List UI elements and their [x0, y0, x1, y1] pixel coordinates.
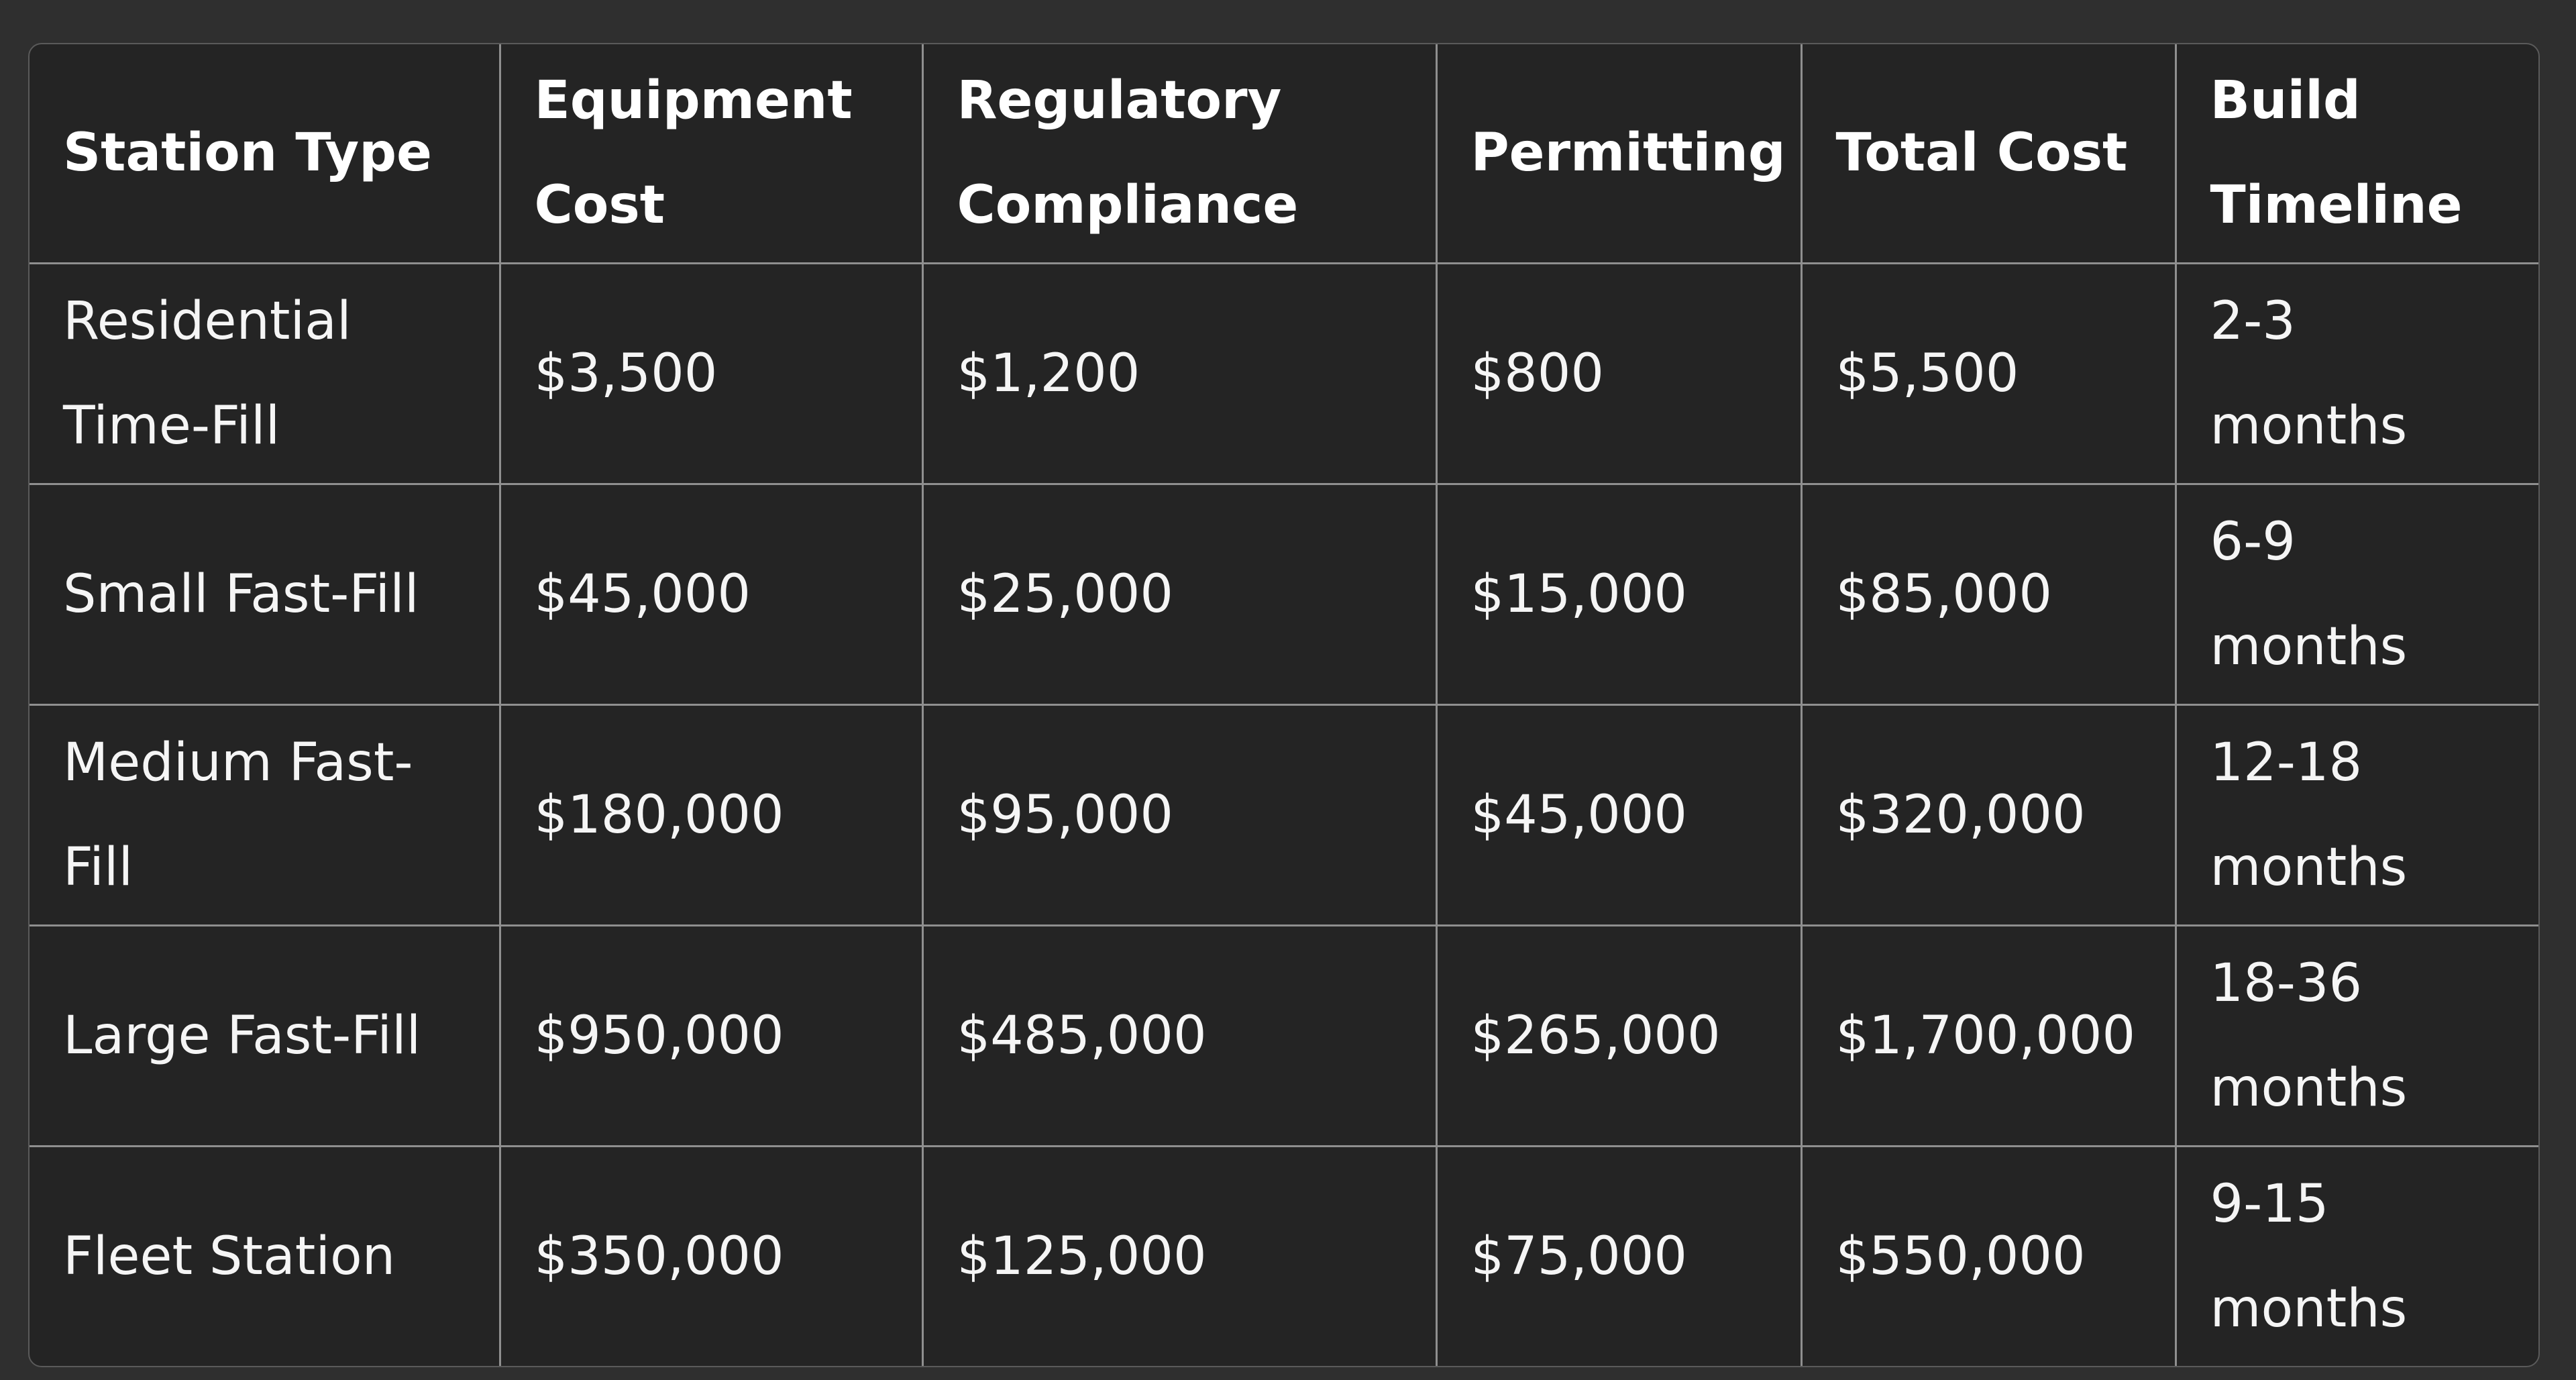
cell-total-cost: $5,500	[1801, 263, 2176, 484]
cell-station-type: Fleet Station	[30, 1146, 500, 1367]
cell-build-timeline: 18-36 months	[2176, 925, 2540, 1146]
cell-regulatory-compliance: $485,000	[922, 925, 1436, 1146]
cell-total-cost: $1,700,000	[1801, 925, 2176, 1146]
cell-permitting: $15,000	[1436, 484, 1801, 704]
cell-regulatory-compliance: $125,000	[922, 1146, 1436, 1367]
cell-build-timeline: 6-9 months	[2176, 484, 2540, 704]
cell-regulatory-compliance: $95,000	[922, 704, 1436, 925]
cell-station-type: Residential Time-Fill	[30, 263, 500, 484]
header-total-cost: Total Cost	[1801, 44, 2176, 263]
table-header-row	[30, 44, 2540, 263]
table-row	[30, 704, 2540, 925]
cell-equipment-cost: $3,500	[500, 263, 922, 484]
table-row	[30, 263, 2540, 484]
cell-permitting: $75,000	[1436, 1146, 1801, 1367]
cell-permitting: $800	[1436, 263, 1801, 484]
cell-total-cost: $320,000	[1801, 704, 2176, 925]
cell-build-timeline: 2-3 months	[2176, 263, 2540, 484]
cell-regulatory-compliance: $1,200	[922, 263, 1436, 484]
header-build-timeline: Build Timeline	[2176, 44, 2540, 263]
header-station-type: Station Type	[30, 44, 500, 263]
cell-permitting: $45,000	[1436, 704, 1801, 925]
table-row	[30, 1146, 2540, 1367]
cell-total-cost: $550,000	[1801, 1146, 2176, 1367]
cell-station-type: Large Fast-Fill	[30, 925, 500, 1146]
cost-table-container	[28, 43, 2540, 1367]
cell-regulatory-compliance: $25,000	[922, 484, 1436, 704]
cell-build-timeline: 9-15 months	[2176, 1146, 2540, 1367]
cell-station-type: Medium Fast-Fill	[30, 704, 500, 925]
cell-equipment-cost: $950,000	[500, 925, 922, 1146]
cell-build-timeline: 12-18 months	[2176, 704, 2540, 925]
cell-equipment-cost: $45,000	[500, 484, 922, 704]
cell-permitting: $265,000	[1436, 925, 1801, 1146]
header-permitting: Permitting	[1436, 44, 1801, 263]
header-equipment-cost: Equipment Cost	[500, 44, 922, 263]
table-row	[30, 484, 2540, 704]
header-regulatory-compliance: Regulatory Compliance	[922, 44, 1436, 263]
cell-total-cost: $85,000	[1801, 484, 2176, 704]
station-cost-table	[30, 44, 2540, 1367]
cell-equipment-cost: $180,000	[500, 704, 922, 925]
cell-station-type: Small Fast-Fill	[30, 484, 500, 704]
table-row	[30, 925, 2540, 1146]
cell-equipment-cost: $350,000	[500, 1146, 922, 1367]
